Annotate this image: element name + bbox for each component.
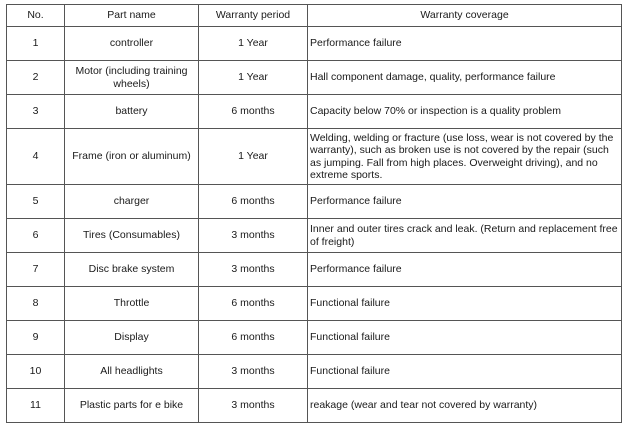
part-name: Motor (including training wheels) — [65, 61, 199, 95]
warranty-period: 6 months — [199, 287, 308, 321]
header-row — [7, 5, 622, 27]
part-name: Tires (Consumables) — [65, 219, 199, 253]
warranty-coverage: Functional failure — [308, 355, 622, 389]
row-number: 8 — [7, 287, 65, 321]
warranty-coverage: Inner and outer tires crack and leak. (Return and replacement free of freight) — [308, 219, 622, 253]
warranty-period: 3 months — [199, 219, 308, 253]
table-row — [7, 185, 622, 219]
row-number: 7 — [7, 253, 65, 287]
row-number: 5 — [7, 185, 65, 219]
part-name: Plastic parts for e bike — [65, 389, 199, 423]
warranty-coverage: Welding, welding or fracture (use loss, wear is not covered by the warranty), such as broken use is not covered by the repair (such as jumping. Fall from high places. Overweight driving), and no extreme sports. — [308, 129, 622, 185]
table-row — [7, 253, 622, 287]
table-row — [7, 355, 622, 389]
warranty-period: 6 months — [199, 321, 308, 355]
part-name: battery — [65, 95, 199, 129]
warranty-period: 6 months — [199, 185, 308, 219]
table-row — [7, 61, 622, 95]
table-row — [7, 27, 622, 61]
row-number: 11 — [7, 389, 65, 423]
warranty-coverage: Hall component damage, quality, performance failure — [308, 61, 622, 95]
header-part-name: Part name — [65, 5, 199, 27]
row-number: 1 — [7, 27, 65, 61]
warranty-period: 3 months — [199, 389, 308, 423]
part-name: All headlights — [65, 355, 199, 389]
warranty-table — [6, 4, 622, 423]
table-row — [7, 219, 622, 253]
warranty-period: 1 Year — [199, 61, 308, 95]
part-name: charger — [65, 185, 199, 219]
table-row — [7, 389, 622, 423]
row-number: 4 — [7, 129, 65, 185]
warranty-period: 3 months — [199, 355, 308, 389]
warranty-coverage: Capacity below 70% or inspection is a quality problem — [308, 95, 622, 129]
warranty-period: 1 Year — [199, 129, 308, 185]
row-number: 2 — [7, 61, 65, 95]
warranty-period: 6 months — [199, 95, 308, 129]
row-number: 6 — [7, 219, 65, 253]
warranty-coverage: Functional failure — [308, 321, 622, 355]
part-name: Frame (iron or aluminum) — [65, 129, 199, 185]
warranty-coverage: Performance failure — [308, 27, 622, 61]
warranty-coverage: Functional failure — [308, 287, 622, 321]
table-row — [7, 129, 622, 185]
part-name: Disc brake system — [65, 253, 199, 287]
warranty-period: 1 Year — [199, 27, 308, 61]
row-number: 9 — [7, 321, 65, 355]
warranty-coverage: Performance failure — [308, 185, 622, 219]
row-number: 3 — [7, 95, 65, 129]
table-row — [7, 95, 622, 129]
header-warranty-period: Warranty period — [199, 5, 308, 27]
warranty-coverage: reakage (wear and tear not covered by warranty) — [308, 389, 622, 423]
warranty-period: 3 months — [199, 253, 308, 287]
table-row — [7, 321, 622, 355]
table-row — [7, 287, 622, 321]
header-no: No. — [7, 5, 65, 27]
header-warranty-coverage: Warranty coverage — [308, 5, 622, 27]
part-name: controller — [65, 27, 199, 61]
part-name: Display — [65, 321, 199, 355]
table-header — [7, 5, 622, 27]
part-name: Throttle — [65, 287, 199, 321]
table-body — [7, 27, 622, 423]
warranty-coverage: Performance failure — [308, 253, 622, 287]
row-number: 10 — [7, 355, 65, 389]
